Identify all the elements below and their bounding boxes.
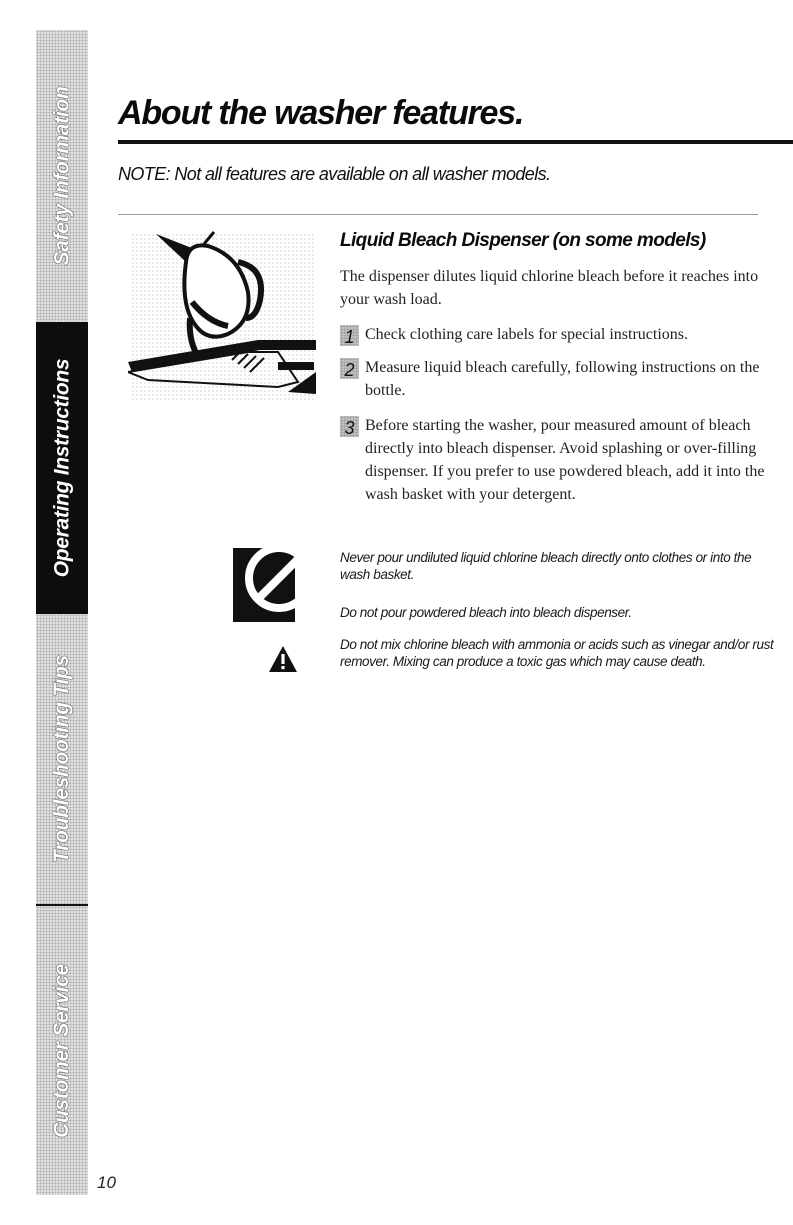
- tab-operating-instructions[interactable]: [36, 322, 88, 614]
- tab-label: Customer Service: [50, 963, 74, 1138]
- section-intro: The dispenser dilutes liquid chlorine bleach before it reaches into your wash load.: [340, 268, 759, 308]
- warning-triangle-icon: [268, 645, 298, 673]
- step-number: 2: [340, 358, 359, 379]
- step-number: 1: [340, 325, 359, 346]
- step-text: Before starting the washer, pour measured amount of bleach directly into bleach dispenser. Avoid splashing or over-filling dispenser. If you prefer to use powdered bleach, add it into the wash basket with your detergent.: [365, 417, 765, 503]
- prohibition-icon: [233, 540, 315, 622]
- bleach-pitcher-illustration: [128, 222, 316, 400]
- warning-text-3: Do not mix chlorine bleach with ammonia or acids such as vinegar and/or rust remover. Mixing can produce a toxic gas which may cause death.: [340, 637, 774, 669]
- note-rule: [118, 214, 758, 215]
- tab-safety-information[interactable]: [36, 30, 88, 322]
- page-title: About the washer features.: [118, 94, 524, 132]
- tab-label: Safety Information: [50, 86, 73, 266]
- section-heading: Liquid Bleach Dispenser (on some models): [340, 230, 706, 251]
- step-text: Measure liquid bleach carefully, following instructions on the bottle.: [365, 359, 760, 399]
- step-1: [340, 323, 770, 346]
- step-2: [340, 356, 770, 402]
- warning-text-1: Never pour undiluted liquid chlorine bleach directly onto clothes or into the wash basket.: [340, 550, 752, 582]
- step-number: 3: [340, 416, 359, 437]
- page-number: 10: [97, 1173, 116, 1192]
- tab-label: Operating Instructions: [50, 358, 73, 578]
- models-note: NOTE: Not all features are available on all washer models.: [118, 164, 551, 184]
- tab-troubleshooting-tips[interactable]: [36, 614, 88, 904]
- title-rule: [118, 140, 793, 144]
- warning-text-2: Do not pour powdered bleach into bleach dispenser.: [340, 605, 632, 620]
- step-3: [340, 414, 770, 506]
- section-tabs: [36, 30, 88, 1195]
- tab-label: Troubleshooting Tips: [50, 655, 74, 863]
- step-text: Check clothing care labels for special instructions.: [365, 326, 689, 343]
- tab-customer-service[interactable]: [36, 906, 88, 1195]
